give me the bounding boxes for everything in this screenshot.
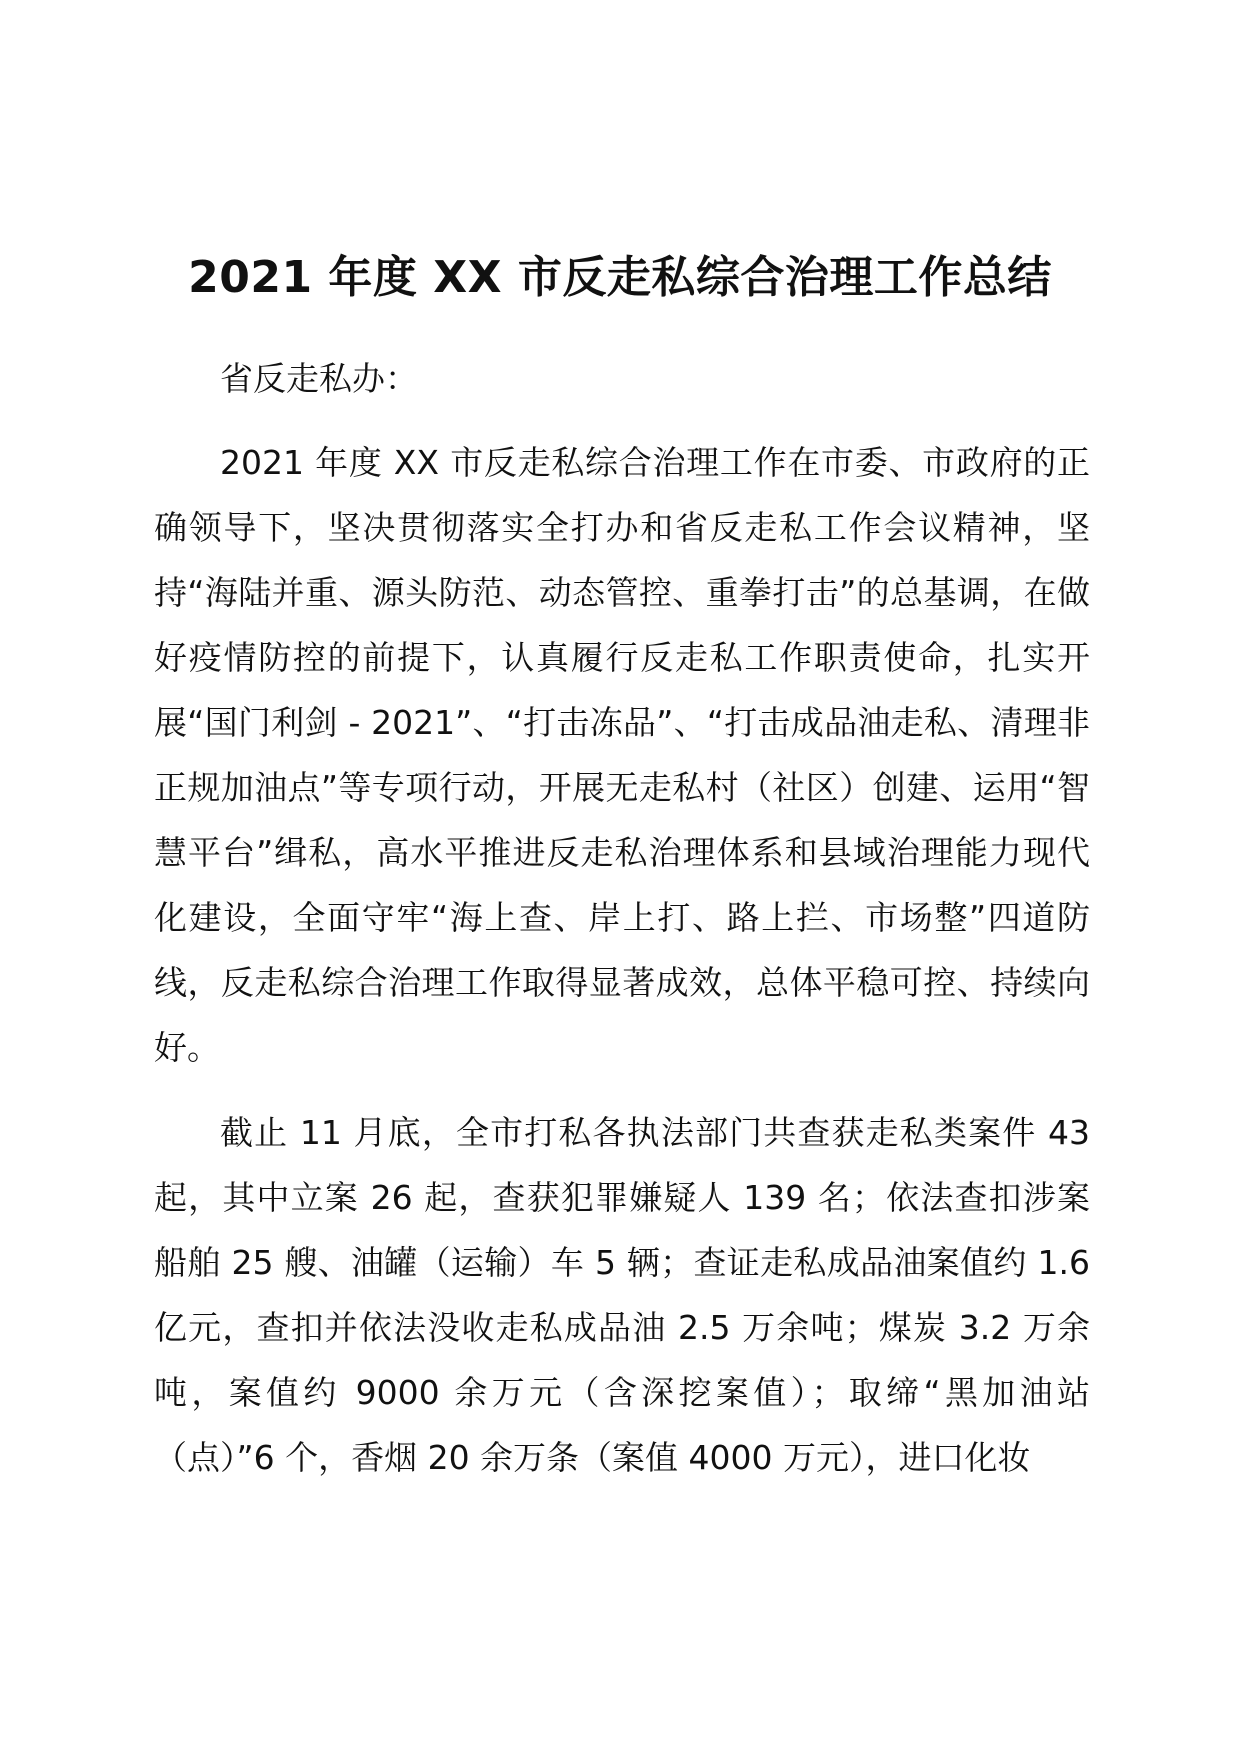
paragraph-overview: 2021 年度 XX 市反走私综合治理工作在市委、市政府的正确领导下，坚决贯彻落实全打办和省反走私工作会议精神，坚持“海陆并重、源头防范、动态管控、重拳打击”的总基调，在做好疫情防控的前提下，认真履行反走私工作职责使命，扎实开展“国门利剑 - 2021”、“打击冻品”、“打击成品油走私、清理非正规加油点”等专项行动，开展无走私村（社区）创建、运用“智慧平台”缉私，高水平推进反走私治理体系和县域治理能力现代化建设，全面守牢“海上查、岸上打、路上拦、市场整”四道防线，反走私综合治理工作取得显著成效，总体平稳可控、持续向好。: [154, 443, 1090, 1067]
document-title: 2021 年度 XX 市反走私综合治理工作总结: [188, 252, 1052, 303]
paragraph-statistics: 截止 11 月底，全市打私各执法部门共查获走私类案件 43 起，其中立案 26 起，查获犯罪嫌疑人 139 名；依法查扣涉案船舶 25 艘、油罐（运输）车 5 辆；查证走私成品油案值约 1.6 亿元，查扣并依法没收走私成品油 2.5 万余吨；煤炭 3.2 万余吨，案值约 9000 余万元（含深挖案值）；取缔“黑加油站（点）”6 个，香烟 20 余万条（案值 4000 万元），进口化妆: [154, 1113, 1090, 1477]
salutation: 省反走私办：: [220, 359, 418, 398]
